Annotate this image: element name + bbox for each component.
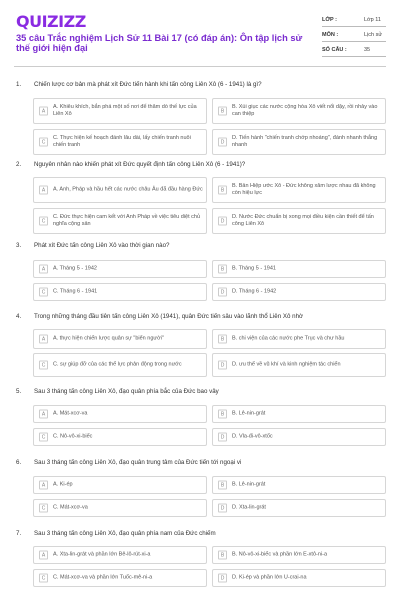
meta-label: LỚP : — [322, 16, 337, 23]
option-letter-box: C — [39, 504, 48, 513]
meta-label: SỐ CÂU : — [322, 46, 347, 53]
question-text: Phát xít Đức tấn công Liên Xô vào thời gian nào? — [34, 242, 170, 249]
option-text: B. Nô-vô-xi-biếc và phần lớn E-xtô-ni-a — [232, 551, 328, 558]
option-d[interactable] — [212, 129, 386, 155]
option-text: A. thực hiện chiến lược quân sự "biển người" — [53, 335, 164, 342]
option-letter-box: B — [218, 335, 227, 344]
option-a[interactable] — [33, 546, 207, 564]
option-letter-box: D — [218, 138, 227, 147]
question-number: 6. — [16, 459, 22, 466]
option-letter-box: B — [218, 481, 227, 490]
option-text: D. Ki-ép và phần lớn U-crai-na — [232, 574, 307, 581]
option-c[interactable] — [33, 499, 207, 517]
option-c[interactable] — [33, 428, 207, 446]
option-letter-box: D — [218, 433, 227, 442]
option-text: A. Ki-ép — [53, 481, 73, 488]
option-text: D. Tháng 6 - 1942 — [232, 288, 277, 295]
question-number: 1. — [16, 81, 22, 88]
option-letter-box: A — [39, 551, 48, 560]
option-letter-box: C — [39, 433, 48, 442]
option-a[interactable] — [33, 98, 207, 124]
meta-row-count — [322, 43, 386, 57]
option-letter-box: A — [39, 107, 48, 116]
option-d[interactable] — [212, 208, 386, 234]
option-b[interactable] — [212, 177, 386, 203]
question-text: Sau 3 tháng tấn công Liên Xô, đạo quân phía bắc của Đức bao vây — [34, 388, 219, 395]
option-d[interactable] — [212, 569, 386, 587]
meta-row-grade — [322, 13, 386, 27]
option-letter-box: C — [39, 288, 48, 297]
question-number: 7. — [16, 530, 22, 537]
option-letter-box: A — [39, 186, 48, 195]
option-c[interactable] — [33, 129, 207, 155]
option-text: B. Lê-nin-grát — [232, 481, 266, 488]
question-number: 3. — [16, 242, 22, 249]
option-text: D. Vla-đi-vô-xtốc — [232, 433, 273, 440]
option-b[interactable] — [212, 476, 386, 494]
option-letter-box: A — [39, 410, 48, 419]
option-d[interactable] — [212, 353, 386, 377]
question-number: 2. — [16, 161, 22, 168]
option-text: D. ưu thế về vũ khí và kinh nghiệm tác chiến — [232, 361, 341, 368]
option-text: C. sự giúp đỡ của các thế lực phản động trong nước — [53, 361, 182, 368]
option-a[interactable] — [33, 329, 207, 349]
option-text: B. Tháng 5 - 1941 — [232, 265, 276, 272]
option-letter-box: C — [39, 574, 48, 583]
option-letter-box: D — [218, 361, 227, 370]
option-letter-box: B — [218, 410, 227, 419]
option-c[interactable] — [33, 353, 207, 377]
option-d[interactable] — [212, 428, 386, 446]
option-letter-box: B — [218, 186, 227, 195]
option-b[interactable] — [212, 405, 386, 423]
meta-value: Lịch sử — [364, 31, 383, 38]
option-text: D. Nước Đức chuẩn bị xong mọi điều kiện cần thiết để tấn công Liên Xô — [232, 214, 374, 227]
quizizz-logo: QUIZIZZ — [16, 12, 86, 31]
option-letter-box: A — [39, 265, 48, 274]
option-text: C. Mát-xcơ-va và phần lớn Tuốc-mê-ni-a — [53, 574, 153, 581]
option-text: A. Xta-lin-grát và phần lớn Bê-lô-rút-xi-a — [53, 551, 151, 558]
option-letter-box: D — [218, 574, 227, 583]
option-text: B. Xúi giục các nước cộng hòa Xô viết nổi dậy, rồi nhảy vào can thiệp — [232, 104, 378, 117]
question-text: Nguyên nhân nào khiến phát xít Đức quyết định tấn công Liên Xô (6 - 1941)? — [34, 161, 246, 168]
option-a[interactable] — [33, 405, 207, 423]
option-c[interactable] — [33, 283, 207, 301]
question-text: Chiến lược cơ bản mà phát xít Đức tiến hành khi tấn công Liên Xô (6 - 1941) là gì? — [34, 81, 262, 88]
option-letter-box: A — [39, 481, 48, 490]
option-d[interactable] — [212, 499, 386, 517]
meta-value: 35 — [364, 46, 371, 53]
option-letter-box: B — [218, 107, 227, 116]
question-text: Sau 3 tháng tấn công Liên Xô, đạo quân phía nam của Đức chiếm — [34, 530, 216, 537]
option-b[interactable] — [212, 329, 386, 349]
option-letter-box: D — [218, 288, 227, 297]
option-c[interactable] — [33, 569, 207, 587]
question-number: 5. — [16, 388, 22, 395]
option-text: C. Nô-vô-xi-biếc — [53, 433, 93, 440]
option-text: C. Mát-xcơ-va — [53, 504, 88, 511]
option-b[interactable] — [212, 260, 386, 278]
option-a[interactable] — [33, 260, 207, 278]
meta-row-subject — [322, 28, 386, 42]
option-text: C. Thực hiện kế hoạch đánh lâu dài, lấy chiến tranh nuôi chiến tranh — [53, 135, 191, 148]
option-letter-box: B — [218, 265, 227, 274]
option-text: A. Tháng 5 - 1942 — [53, 265, 97, 272]
meta-panel — [322, 13, 386, 58]
meta-label: MÔN : — [322, 31, 339, 38]
option-b[interactable] — [212, 98, 386, 124]
option-d[interactable] — [212, 283, 386, 301]
option-b[interactable] — [212, 546, 386, 564]
option-a[interactable] — [33, 476, 207, 494]
question-text: Trong những tháng đầu tiên tấn công Liên Xô (1941), quân Đức tiến sâu vào lãnh thổ Liên Xô nhờ — [34, 313, 304, 320]
option-text: D. Xta-lin-grát — [232, 504, 266, 511]
option-letter-box: D — [218, 504, 227, 513]
option-a[interactable] — [33, 177, 207, 203]
question-number: 4. — [16, 313, 22, 320]
option-c[interactable] — [33, 208, 207, 234]
option-letter-box: C — [39, 217, 48, 226]
option-letter-box: B — [218, 551, 227, 560]
option-letter-box: A — [39, 335, 48, 344]
option-text: B. Bản Hiệp ước Xô - Đức không xâm lược nhau đã không còn hiệu lực — [232, 183, 376, 196]
worksheet-header — [0, 0, 400, 62]
option-text: D. Tiến hành "chiến tranh chớp nhoáng", đánh nhanh thắng nhanh — [232, 135, 378, 148]
option-text: A. Khiêu khích, bắn phá một số nơi để thăm dò thế lực của Liên Xô — [53, 104, 197, 117]
option-text: B. chi viện của các nước phe Trục và chư hầu — [232, 335, 345, 342]
header-divider — [14, 66, 386, 67]
meta-value: Lớp 11 — [364, 16, 381, 23]
option-text: C. Tháng 6 - 1941 — [53, 288, 98, 295]
option-text: A. Anh, Pháp và hầu hết các nước châu Âu đã đầu hàng Đức — [53, 186, 203, 193]
option-letter-box: D — [218, 217, 227, 226]
option-letter-box: C — [39, 138, 48, 147]
option-text: A. Mát-xcơ-va — [53, 410, 88, 417]
page-title: 35 câu Trắc nghiệm Lịch Sử 11 Bài 17 (có đáp án): Ôn tập lịch sử thế giới hiện đại — [16, 33, 303, 53]
option-text: C. Đức thực hiện cam kết với Anh Pháp về việc tiêu diệt chủ nghĩa cộng sản — [53, 214, 201, 227]
question-text: Sau 3 tháng tấn công Liên Xô, đạo quân trung tâm của Đức tiến tới ngoại vi — [34, 459, 242, 466]
option-letter-box: C — [39, 361, 48, 370]
option-text: B. Lê-nin-grát — [232, 410, 266, 417]
